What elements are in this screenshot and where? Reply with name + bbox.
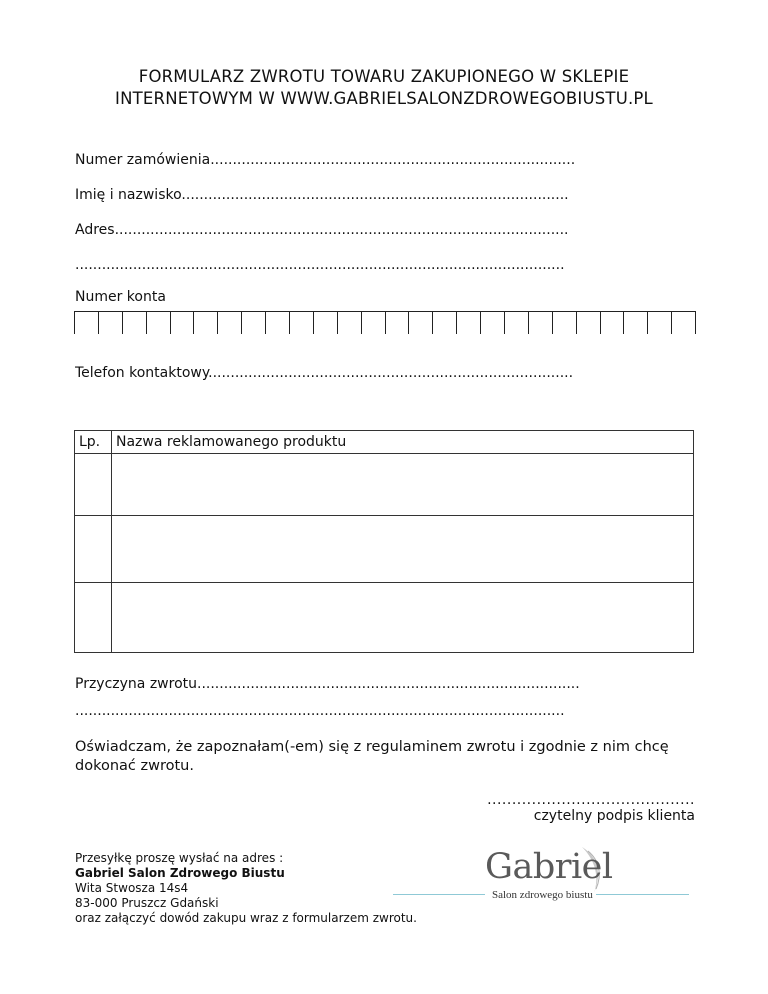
full-name-field[interactable]: Imię i nazwisko....................................................................................... [75,187,569,203]
account-digit-box[interactable] [552,312,576,334]
form-title [0,66,768,110]
products-table [74,430,694,653]
logo-line-left [393,894,485,895]
row-number-cell[interactable] [75,454,112,516]
account-digit-box[interactable] [671,312,696,334]
product-name-cell[interactable] [112,516,694,583]
signature-label: czytelny podpis klienta [533,808,695,824]
order-number-field[interactable]: Numer zamówienia.................................................................................. [75,152,576,168]
account-number-boxes[interactable] [74,311,696,335]
logo-line-right [596,894,689,895]
table-row [75,516,694,583]
row-number-cell[interactable] [75,583,112,653]
column-header-product: Nazwa reklamowanego produktu [112,431,694,454]
declaration-statement: Oświadczam, że zapoznałam(-em) się z regulaminem zwrotu i zgodnie z nim chcę dokonać zwrotu. [75,739,669,774]
account-digit-box[interactable] [408,312,432,334]
account-digit-box[interactable] [313,312,337,334]
table-row [75,454,694,516]
shipping-intro: Przesyłkę proszę wysłać na adres : [75,851,284,865]
return-reason-field[interactable]: Przyczyna zwrotu...................................................................................... [75,676,580,692]
account-digit-box[interactable] [217,312,241,334]
return-reason-continuation-field[interactable]: .............................................................................................................. [75,703,565,719]
account-digit-box[interactable] [504,312,528,334]
shipping-address [75,851,417,926]
account-digit-box[interactable] [623,312,647,334]
shipping-company: Gabriel Salon Zdrowego Biustu [75,866,285,880]
column-header-number: Lp. [75,431,112,454]
account-digit-box[interactable] [193,312,217,334]
account-digit-box[interactable] [337,312,361,334]
table-header-row [75,431,694,454]
account-digit-box[interactable] [361,312,385,334]
account-digit-box[interactable] [289,312,313,334]
account-digit-box[interactable] [600,312,624,334]
shipping-note: oraz załączyć dowód zakupu wraz z formularzem zwrotu. [75,911,417,925]
account-digit-box[interactable] [146,312,170,334]
row-number-cell[interactable] [75,516,112,583]
table-row [75,583,694,653]
account-digit-box[interactable] [265,312,289,334]
logo-name: Gabriel [485,847,613,887]
account-digit-box[interactable] [170,312,194,334]
address-field[interactable]: Adres...................................................................................................... [75,222,569,238]
account-digit-box[interactable] [456,312,480,334]
phone-field[interactable]: Telefon kontaktowy.................................................................................. [75,365,574,381]
title-line-1: FORMULARZ ZWROTU TOWARU ZAKUPIONEGO W SKLEPIE [138,67,630,86]
logo-tagline: Salon zdrowego biustu [492,889,593,901]
account-digit-box[interactable] [74,312,98,334]
account-digit-box[interactable] [647,312,671,334]
account-digit-box[interactable] [122,312,146,334]
gabriel-logo [393,845,693,905]
product-name-cell[interactable] [112,583,694,653]
product-name-cell[interactable] [112,454,694,516]
address-continuation-field[interactable]: .............................................................................................................. [75,257,565,273]
account-digit-box[interactable] [528,312,552,334]
account-digit-box[interactable] [480,312,504,334]
signature-line[interactable]: .......................................... [487,792,695,808]
account-digit-box[interactable] [98,312,122,334]
account-digit-box[interactable] [241,312,265,334]
shipping-city: 83-000 Pruszcz Gdański [75,896,219,910]
shipping-street: Wita Stwosza 14s4 [75,881,189,895]
title-line-2: INTERNETOWYM W WWW.GABRIELSALONZDROWEGOBIUSTU.PL [115,89,653,108]
account-digit-box[interactable] [385,312,409,334]
account-number-label: Numer konta [75,289,166,305]
account-digit-box[interactable] [432,312,456,334]
account-digit-box[interactable] [576,312,600,334]
